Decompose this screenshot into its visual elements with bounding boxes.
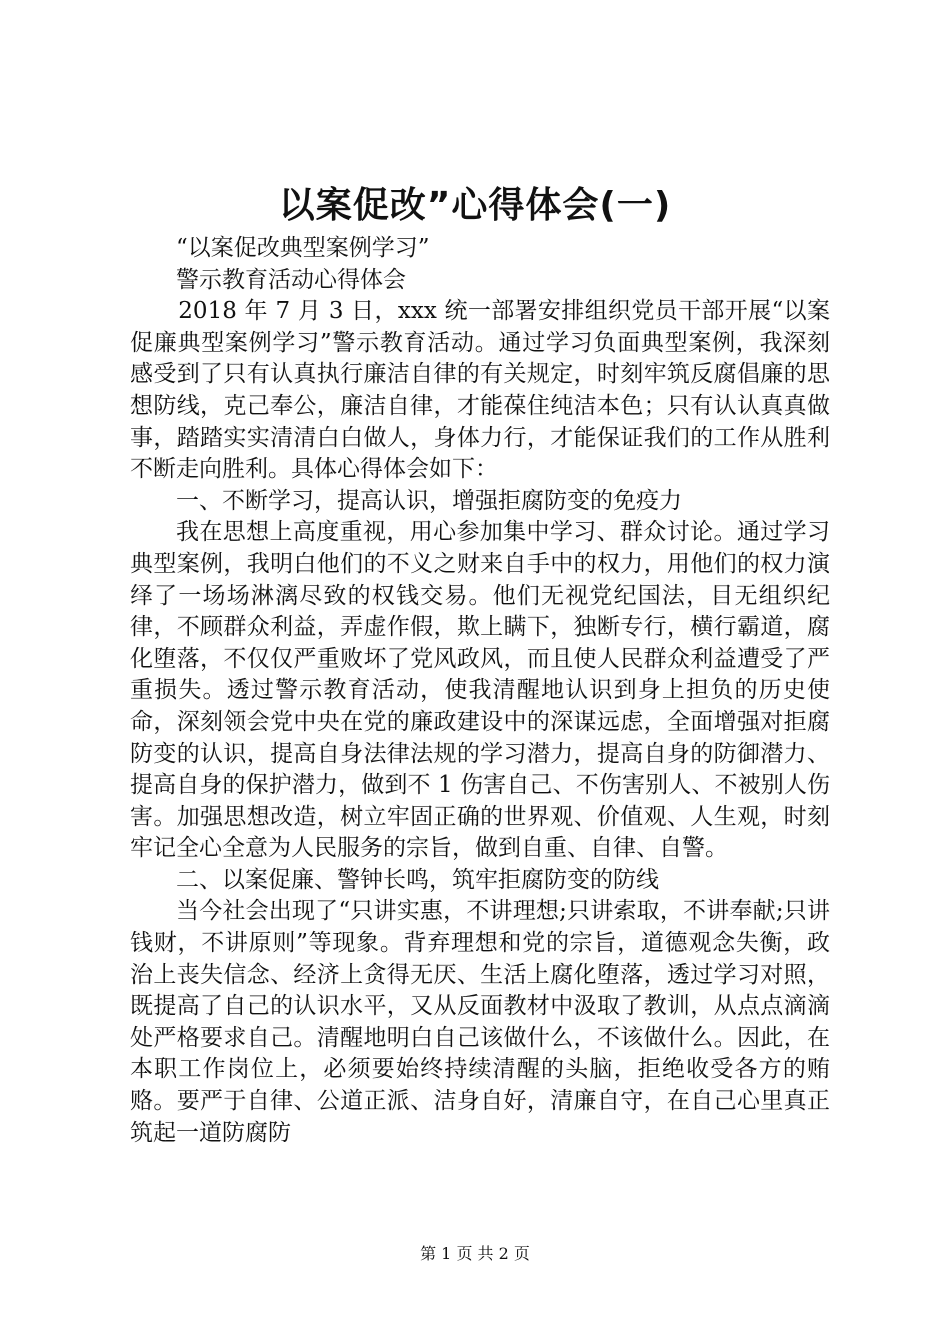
subtitle-line-1: “以案促改典型案例学习” xyxy=(176,235,430,261)
section-paragraph-1: 我在思想上高度重视，用心参加集中学习、群众讨论。通过学习典型案例，我明白他们的不义之财来自手中的权力，用他们的权力演绎了一场场淋漓尽致的权钱交易。他们无视党纪国法，目无组织纪律，不顾群众利益，弄虚作假，欺上瞒下，独断专行，横行霸道，腐化堕落，不仅仅严重败坏了党风政风，而且使人民群众利益遭受了严重损失。透过警示教育活动，使我清醒地认识到身上担负的历史使命，深刻领会党中央在党的廉政建设中的深谋远虑，全面增强对拒腐防变的认识，提高自身法律法规的学习潜力，提高自身的防御潜力、提高自身的保护潜力，做到不 1 伤害自己、不伤害别人、不被别人伤害。加强思想改造，树立牢固正确的世界观、价值观、人生观，时刻牢记全心全意为人民服务的宗旨，做到自重、自律、自警。 xyxy=(130,519,830,862)
document-body xyxy=(130,233,830,1149)
intro-paragraph: 2018 年 7 月 3 日，xxx 统一部署安排组织党员干部开展“以案促廉典型案例学习”警示教育活动。通过学习负面典型案例，我深刻感受到了只有认真执行廉洁自律的有关规定，时刻牢筑反腐倡廉的思想防线，克己奉公，廉洁自律，才能葆住纯洁本色；只有认认真真做事，踏踏实实清清白白做人，身体力行，才能保证我们的工作从胜利不断走向胜利。具体心得体会如下： xyxy=(130,298,830,483)
section-paragraph-2: 当今社会出现了“只讲实惠，不讲理想;只讲索取，不讲奉献;只讲钱财，不讲原则”等现象。背弃理想和党的宗旨，道德观念失衡，政治上丧失信念、经济上贪得无厌、生活上腐化堕落，透过学习对照，既提高了自己的认识水平，又从反面教材中汲取了教训，从点点滴滴处严格要求自己。清醒地明白自己该做什么，不该做什么。因此，在本职工作岗位上，必须要始终持续清醒的头脑，拒绝收受各方的贿赂。要严于自律、公道正派、洁身自好，清廉自守，在自己心里真正筑起一道防腐防 xyxy=(130,898,830,1146)
subtitle-line-2: 警示教育活动心得体会 xyxy=(176,266,406,293)
document-title: 以案促改”心得体会(一) xyxy=(278,185,672,226)
section-heading-1: 一、不断学习，提高认识，增强拒腐防变的免疫力 xyxy=(176,487,682,514)
section-heading-2: 二、以案促廉、警钟长鸣，筑牢拒腐防变的防线 xyxy=(176,866,659,893)
page-footer: 第 1 页 共 2 页 xyxy=(420,1244,530,1263)
